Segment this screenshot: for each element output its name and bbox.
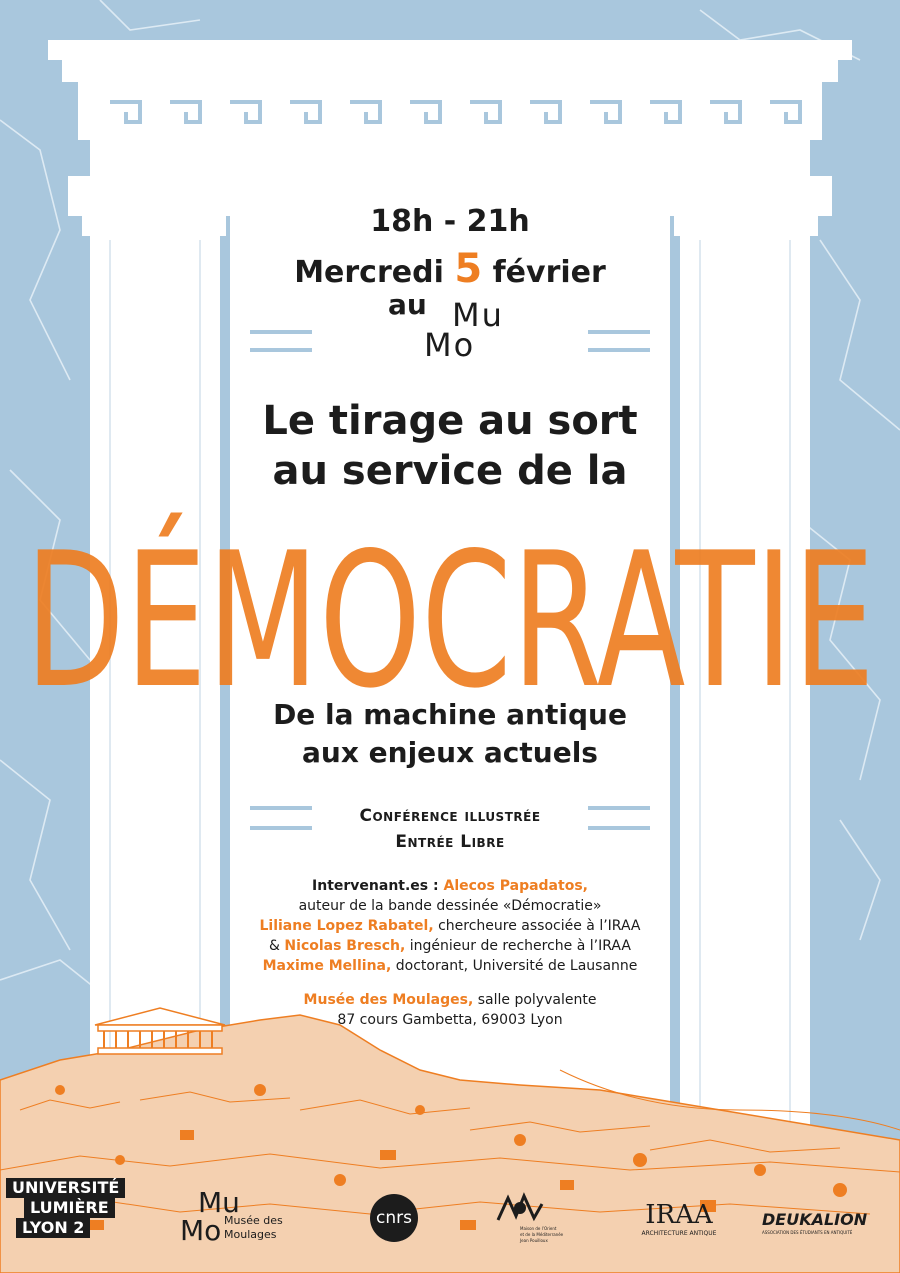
speaker-line-2	[0, 896, 900, 916]
logo-cnrs	[370, 1194, 418, 1242]
speaker-role: doctorant, Université de Lausanne	[391, 958, 638, 974]
speaker-name: Liliane Lopez Rabatel,	[259, 918, 434, 934]
speaker-line-3	[0, 916, 900, 936]
speaker-line-1	[0, 876, 900, 896]
speaker-name: Nicolas Bresch,	[284, 938, 406, 954]
speaker-role: chercheure associée à l’IRAA	[433, 918, 641, 934]
logo-deukalion	[762, 1210, 892, 1250]
divider-dash	[250, 348, 312, 352]
logo-iraa-text: IRAA	[645, 1200, 713, 1230]
divider-dash	[588, 330, 650, 334]
speaker-name: Maxime Mellina,	[262, 958, 392, 974]
location-name: Musée des Moulages,	[303, 992, 474, 1008]
logo-iraa-caption: ARCHITECTURE ANTIQUE	[641, 1230, 717, 1237]
speaker-line-4	[0, 936, 900, 956]
divider-dash	[250, 330, 312, 334]
univ-line-2: LUMIÈRE	[24, 1198, 115, 1218]
speaker-name: Alecos Papadatos,	[443, 878, 588, 894]
mom-caption-3: Jean Pouilloux	[520, 1238, 548, 1243]
democratie-text: DÉMOCRATIE	[25, 512, 875, 710]
logo-deukalion-text: DEUKALION	[762, 1210, 868, 1229]
title-line-2: au service de la	[272, 448, 628, 494]
speakers-block	[0, 876, 900, 976]
date-month: février	[492, 255, 606, 290]
logo-mumo-bottom: Mo	[180, 1214, 222, 1247]
divider-dash	[250, 826, 312, 830]
format-line-1: Conférence illustrée	[359, 806, 541, 826]
mumo-logo-bottom: Mo	[424, 326, 476, 364]
location-room: salle polyvalente	[473, 992, 597, 1008]
venue-prefix: au	[388, 288, 427, 321]
logo-mumo-caption-2: Moulages	[224, 1228, 277, 1241]
logo-universite-lyon2	[6, 1178, 130, 1238]
logo-mumo-top: Mu	[198, 1186, 240, 1219]
subtitle-line-2: aux enjeux actuels	[302, 736, 598, 769]
speaker-prefix: &	[269, 938, 285, 954]
location-address: 87 cours Gambetta, 69003 Lyon	[337, 1012, 563, 1028]
format-line-2: Entrée Libre	[395, 832, 505, 852]
univ-line-1: UNIVERSITÉ	[6, 1178, 125, 1198]
divider-dash	[588, 826, 650, 830]
date-weekday: Mercredi	[294, 255, 444, 290]
logo-deukalion-caption: ASSOCIATION DES ÉTUDIANTS EN ANTIQUITÉ	[762, 1230, 853, 1235]
date-day-number: 5	[454, 246, 483, 292]
title-line-1: Le tirage au sort	[262, 398, 638, 444]
logo-iraa	[634, 1200, 724, 1250]
mumo-logo-top: Mu	[452, 296, 504, 334]
speaker-role: ingénieur de recherche à l’IRAA	[405, 938, 631, 954]
event-date	[0, 246, 900, 292]
univ-line-3: LYON 2	[16, 1218, 90, 1238]
mom-caption-2: et de la Méditerranée	[520, 1232, 564, 1237]
subtitle-line-1: De la machine antique	[273, 698, 627, 731]
speaker-role: auteur de la bande dessinée «Démocratie»	[298, 898, 602, 914]
speakers-intro: Intervenant.es :	[312, 878, 444, 894]
mom-emblem-icon	[494, 1190, 546, 1228]
logo-mumo-caption-1: Musée des	[224, 1214, 283, 1227]
speaker-line-5	[0, 956, 900, 976]
event-time: 18h - 21h	[370, 204, 530, 239]
democratie-wordmark	[0, 480, 900, 710]
logo-cnrs-text: cnrs	[376, 1208, 412, 1228]
logo-mumo	[180, 1186, 300, 1250]
divider-dash	[588, 348, 650, 352]
logo-maison-orient	[494, 1190, 564, 1250]
mom-caption-1: Maison de l’Orient	[520, 1226, 557, 1231]
